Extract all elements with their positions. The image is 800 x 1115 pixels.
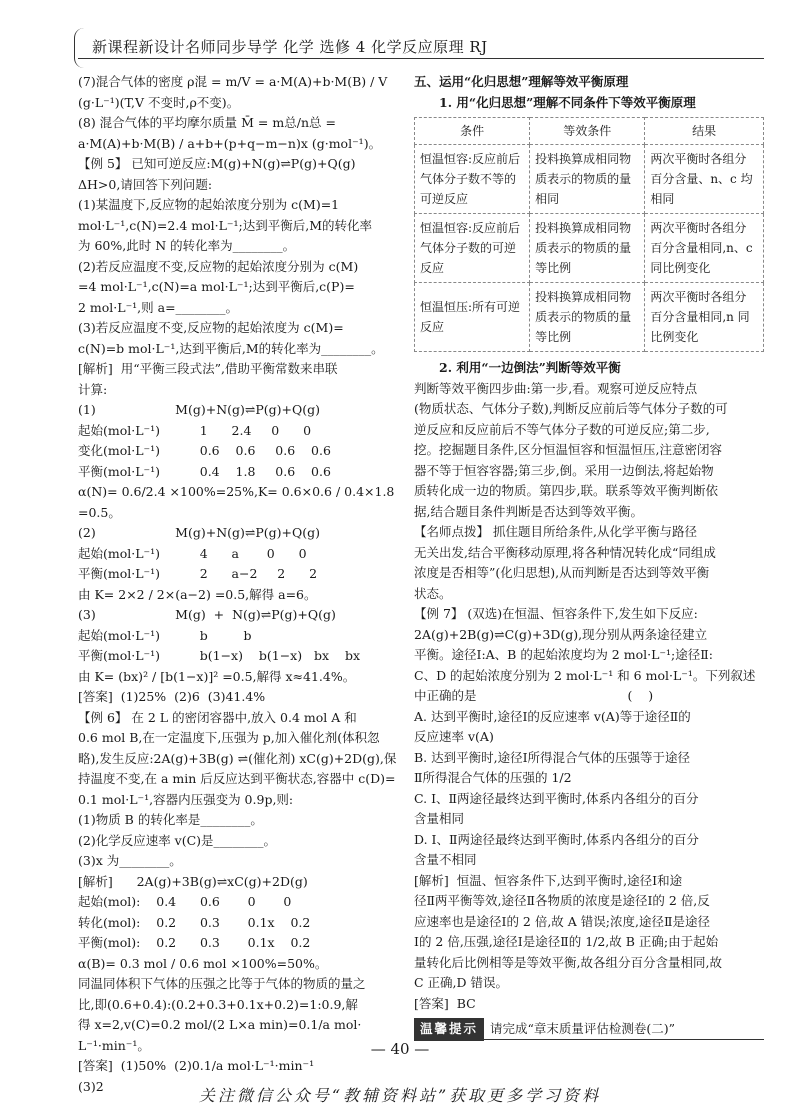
text-line: B. 达到平衡时,途径Ⅰ所得混合气体的压强等于途径 — [414, 749, 691, 765]
text-line: 【例 6】 在 2 L 的密闭容器中,放入 0.4 mol A 和 — [78, 709, 357, 725]
table-row — [415, 283, 764, 352]
text-line: 平衡(mol·L⁻¹) 0.4 1.8 0.6 0.6 — [78, 463, 331, 479]
text-line: [解析] 用“平衡三段式法”,借助平衡常数来串联 — [78, 361, 338, 376]
text-line: 由 K= 2×2 / 2×(a−2) =0.5,解得 a=6。 — [78, 586, 317, 602]
table-cell: 两次平衡时各组分百分含量相同,n、c 同比例变化 — [645, 214, 764, 283]
text-line: (物质状态、气体分子数),判断反应前后等气体分子数的可 — [414, 401, 728, 416]
text-line: 平衡(mol·L⁻¹) 2 a−2 2 2 — [78, 566, 318, 581]
table-row — [415, 145, 764, 214]
text-line: 含量不相同 — [414, 852, 477, 867]
text-line: 判断等效平衡四步曲:第一步,看。观察可逆反应特点 — [414, 380, 698, 396]
text-line: a·M(A)+b·M(B) / a+b+(p+q−m−n)x (g·mol⁻¹)。 — [78, 135, 382, 151]
table-cell: 恒温恒容:反应前后气体分子数不等的可逆反应 — [415, 145, 530, 214]
text-line: 反应速率 v(A) — [414, 729, 494, 744]
footer-note: 关注微信公众号“教辅资料站”获取更多学习资料 — [198, 1086, 602, 1105]
table-cell: 恒温恒压:所有可逆反应 — [415, 283, 530, 352]
text-line: (3)若反应温度不变,反应物的起始浓度为 c(M)= — [78, 320, 344, 335]
subsection-title-2: 2. 利用“一边倒法”判断等效平衡 — [439, 360, 621, 375]
text-line: [解析] 2A(g)+3B(g)⇌xC(g)+2D(g) — [78, 873, 308, 889]
text-line: Ⅰ的 2 倍,压强,途径Ⅰ是途径Ⅱ的 1/2,故 B 正确;由于起始 — [414, 934, 719, 949]
text-line: [解析] 恒温、恒容条件下,达到平衡时,途径Ⅰ和途 — [414, 872, 683, 888]
text-line: 得 x=2,v(C)=0.2 mol/(2 L×a min)=0.1/a mol· — [78, 1017, 362, 1032]
text-line: C. Ⅰ、Ⅱ两途径最终达到平衡时,体系内各组分的百分 — [414, 790, 699, 806]
text-line: (1)物质 B 的转化率是________。 — [78, 812, 263, 827]
text-line: 质转化成一边的物质。第四步,联。联系等效平衡判断依 — [414, 483, 718, 498]
text-line: 应速率也是途径Ⅰ的 2 倍,故 A 错误;浓度,途径Ⅱ是途径 — [414, 913, 710, 929]
table-header-cell: 条件 — [415, 118, 530, 145]
text-line: Ⅱ所得混合气体的压强的 1/2 — [414, 770, 572, 785]
text-line: 径Ⅱ两平衡等效,途径Ⅱ各物质的浓度是途径Ⅰ的 2 倍,反 — [414, 893, 710, 908]
text-line: (g·L⁻¹)(T,V 不变时,ρ不变)。 — [78, 94, 240, 110]
text-line: C、D 的起始浓度分别为 2 mol·L⁻¹ 和 6 mol·L⁻¹。下列叙述 — [414, 667, 756, 683]
text-line: 2A(g)+2B(g)⇌C(g)+3D(g),现分别从两条途径建立 — [414, 626, 708, 642]
page-number: — 40 — — [370, 1040, 430, 1058]
text-line: (3)x 为________。 — [78, 853, 182, 868]
text-line: (3) M(g) + N(g)⇌P(g)+Q(g) — [78, 607, 336, 622]
table-cell: 投料换算成相同物质表示的物质的量等比例 — [530, 283, 645, 352]
text-line: 变化(mol·L⁻¹) 0.6 0.6 0.6 0.6 — [78, 443, 331, 458]
table-cell: 投料换算成相同物质表示的物质的量等比例 — [530, 214, 645, 283]
text-line: [答案] BC — [414, 995, 476, 1011]
table-header-cell: 结果 — [645, 118, 764, 145]
text-line: 比,即(0.6+0.4):(0.2+0.3+0.1x+0.2)=1:0.9,解 — [78, 996, 358, 1012]
text-line: (1) M(g)+N(g)⇌P(g)+Q(g) — [78, 402, 321, 417]
text-line: (8) 混合气体的平均摩尔质量 M̄ = m总/n总 = — [78, 115, 336, 130]
text-line: =4 mol·L⁻¹,c(N)=a mol·L⁻¹;达到平衡后,c(P)= — [78, 279, 355, 294]
text-line: α(N)= 0.6/2.4 ×100%=25%,K= 0.6×0.6 / 0.4×1.8 =0.5。 — [78, 484, 399, 520]
reminder-label: 温馨提示 — [414, 1018, 484, 1041]
table-cell: 恒温恒容:反应前后气体分子数的可逆反应 — [415, 214, 530, 283]
text-line: 【例 5】 已知可逆反应:M(g)+N(g)⇌P(g)+Q(g) — [78, 156, 356, 171]
text-line: 转化(mol): 0.2 0.3 0.1x 0.2 — [78, 914, 311, 930]
text-line: (2)若反应温度不变,反应物的起始浓度分别为 c(M) — [78, 258, 359, 274]
text-line: 浓度是否相等”(化归思想),从而判断是否达到等效平衡 — [414, 565, 710, 580]
text-line: 同温同体积下气体的压强之比等于气体的物质的量之 — [78, 976, 366, 991]
text-line: 含量相同 — [414, 811, 465, 826]
table-cell: 两次平衡时各组分百分含量相同,n 同比例变化 — [645, 283, 764, 352]
table-header-row — [415, 118, 764, 145]
reminder-bar — [414, 1018, 764, 1041]
text-line: 逆反应和反应前后不等气体分子数的可逆反应;第二步, — [414, 421, 710, 437]
text-line: 持温度不变,在 a min 后反应达到平衡状态,容器中 c(D)= — [78, 771, 396, 786]
text-line: [答案] (1)25% (2)6 (3)41.4% — [78, 689, 266, 704]
text-line: 平衡(mol·L⁻¹) b(1−x) b(1−x) bx bx — [78, 648, 361, 663]
text-line: 平衡(mol): 0.2 0.3 0.1x 0.2 — [78, 935, 311, 950]
header-bracket-decoration — [74, 28, 85, 68]
section-title: 五、运用“化归思想”理解等效平衡原理 — [414, 74, 629, 89]
text-line: 【名师点拨】 抓住题目所给条件,从化学平衡与路径 — [414, 524, 697, 539]
text-line: 平衡。途径Ⅰ:A、B 的起始浓度均为 2 mol·L⁻¹;途径Ⅱ: — [414, 647, 713, 662]
text-line: 无关出发,结合平衡移动原理,将各种情况转化成“同组成 — [414, 544, 716, 560]
text-line: 计算: — [78, 381, 108, 397]
text-line: (2) M(g)+N(g)⇌P(g)+Q(g) — [78, 525, 321, 540]
text-line: 器不等于恒容容器;第三步,倒。采用一边倒法,将起始物 — [414, 462, 714, 478]
text-line: 【例 7】 (双选)在恒温、恒容条件下,发生如下反应: — [414, 606, 698, 621]
table-cell: 投料换算成相同物质表示的物质的量相同 — [530, 145, 645, 214]
right-body-text — [414, 379, 764, 1015]
text-line: c(N)=b mol·L⁻¹,达到平衡后,M的转化率为________。 — [78, 340, 384, 356]
text-line: 0.6 mol B,在一定温度下,压强为 p,加入催化剂(体积忽 — [78, 730, 380, 745]
text-line: 量转化后比例相等是等效平衡,故各组分百分含量相同,故 — [414, 954, 722, 970]
text-line: α(B)= 0.3 mol / 0.6 mol ×100%=50%。 — [78, 955, 328, 971]
table-header-cell: 等效条件 — [530, 118, 645, 145]
text-line: mol·L⁻¹,c(N)=2.4 mol·L⁻¹;达到平衡后,M的转化率 — [78, 217, 372, 233]
text-line: (1)某温度下,反应物的起始浓度分别为 c(M)=1 — [78, 197, 340, 212]
header-rule — [78, 58, 764, 59]
equivalence-table — [414, 117, 764, 352]
text-line: 中正确的是 ( ) — [414, 688, 654, 703]
text-line: 起始(mol): 0.4 0.6 0 0 — [78, 894, 292, 909]
text-line: 起始(mol·L⁻¹) 4 a 0 0 — [78, 545, 307, 561]
text-line: [答案] (1)50% (2)0.1/a mol·L⁻¹·min⁻¹ — [78, 1058, 315, 1073]
text-line: 由 K= (bx)² / [b(1−x)]² =0.5,解得 x≈41.4%。 — [78, 668, 356, 684]
text-line: 起始(mol·L⁻¹) 1 2.4 0 0 — [78, 422, 312, 438]
text-line: A. 达到平衡时,途径Ⅰ的反应速率 v(A)等于途径Ⅱ的 — [414, 708, 691, 724]
text-line: 0.1 mol·L⁻¹,容器内压强变为 0.9p,则: — [78, 791, 294, 807]
text-line: 2 mol·L⁻¹,则 a=________。 — [78, 299, 239, 315]
text-line: 为 60%,此时 N 的转化率为________。 — [78, 238, 296, 253]
reminder-text: 请完成“章末质量评估检测卷(二)” — [484, 1019, 764, 1041]
text-line: 挖。挖掘题目条件,区分恒温恒容和恒温恒压,注意密闭容 — [414, 442, 722, 457]
text-line: (3)2 — [78, 1078, 104, 1094]
text-line: ΔH>0,请回答下列问题: — [78, 176, 213, 192]
text-line: L⁻¹·min⁻¹。 — [78, 1037, 150, 1053]
table-cell: 两次平衡时各组分百分含量、n、c 均相同 — [645, 145, 764, 214]
table-row — [415, 214, 764, 283]
text-line: C 正确,D 错误。 — [414, 975, 509, 990]
text-line: 据,结合题目条件判断是否达到等效平衡。 — [414, 503, 643, 519]
text-line: 起始(mol·L⁻¹) b b — [78, 627, 252, 643]
text-line: 略),发生反应:2A(g)+3B(g) ⇌(催化剂) xC(g)+2D(g),保 — [78, 750, 397, 766]
left-column — [78, 72, 406, 1097]
subsection-title-1: 1. 用“化归思想”理解不同条件下等效平衡原理 — [439, 94, 696, 110]
text-line: (2)化学反应速率 v(C)是________。 — [78, 832, 277, 848]
text-line: (7)混合气体的密度 ρ混 = m/V = a·M(A)+b·M(B) / V — [78, 74, 388, 89]
right-column — [414, 72, 764, 1041]
text-line: D. Ⅰ、Ⅱ两途径最终达到平衡时,体系内各组分的百分 — [414, 831, 699, 847]
running-header: 新课程新设计名师同步导学 化学 选修 4 化学反应原理 RJ — [92, 38, 488, 56]
text-line: 状态。 — [414, 585, 452, 601]
